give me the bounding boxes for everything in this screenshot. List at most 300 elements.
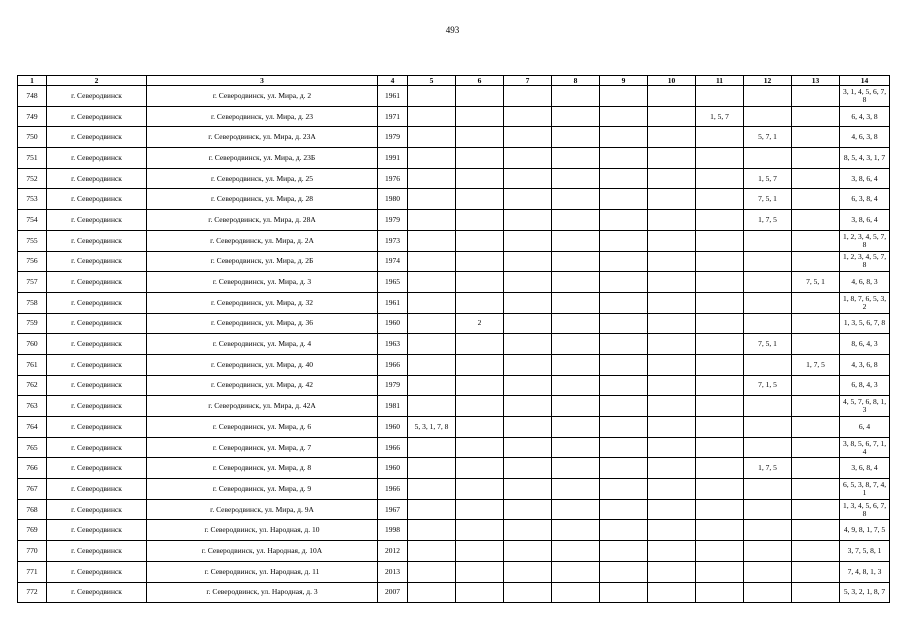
table-cell: г. Северодвинск: [47, 251, 147, 272]
table-cell: [552, 396, 600, 417]
table-cell: [792, 561, 840, 582]
table-cell: [600, 168, 648, 189]
table-cell: г. Северодвинск, ул. Мира, д. 7: [147, 437, 378, 458]
table-cell: [504, 106, 552, 127]
table-cell: [552, 582, 600, 603]
table-cell: [456, 272, 504, 293]
table-cell: 1974: [378, 251, 408, 272]
table-cell: [792, 541, 840, 562]
table-cell: 2012: [378, 541, 408, 562]
table-cell: [456, 106, 504, 127]
table-cell: [408, 189, 456, 210]
table-row: [18, 251, 890, 272]
table-cell: [552, 458, 600, 479]
table-cell: г. Северодвинск, ул. Народная, д. 3: [147, 582, 378, 603]
table-cell: [504, 168, 552, 189]
table-cell: [552, 499, 600, 520]
table-cell: г. Северодвинск: [47, 106, 147, 127]
table-cell: 5, 3, 2, 1, 8, 7: [840, 582, 890, 603]
table-cell: 770: [18, 541, 47, 562]
table-row: [18, 86, 890, 107]
table-cell: [696, 189, 744, 210]
table-cell: [792, 375, 840, 396]
table-cell: [792, 499, 840, 520]
table-cell: 759: [18, 313, 47, 334]
table-cell: [504, 292, 552, 313]
table-cell: г. Северодвинск, ул. Мира, д. 2А: [147, 230, 378, 251]
table-cell: 1960: [378, 458, 408, 479]
table-cell: г. Северодвинск: [47, 458, 147, 479]
table-cell: г. Северодвинск, ул. Мира, д. 28: [147, 189, 378, 210]
table-row: [18, 375, 890, 396]
table-cell: 3, 8, 6, 4: [840, 168, 890, 189]
table-cell: [792, 189, 840, 210]
table-cell: г. Северодвинск, ул. Мира, д. 8: [147, 458, 378, 479]
table-cell: [600, 354, 648, 375]
table-cell: 1, 3, 5, 6, 7, 8: [840, 313, 890, 334]
table-cell: [792, 313, 840, 334]
table-cell: г. Северодвинск: [47, 127, 147, 148]
table-cell: [648, 396, 696, 417]
table-cell: 2013: [378, 561, 408, 582]
table-cell: [648, 127, 696, 148]
table-cell: г. Северодвинск, ул. Мира, д. 32: [147, 292, 378, 313]
table-cell: [744, 417, 792, 438]
table-cell: 1980: [378, 189, 408, 210]
table-cell: [456, 520, 504, 541]
column-header: 8: [552, 76, 600, 86]
table-cell: 6, 4, 3, 8: [840, 106, 890, 127]
table-cell: [504, 354, 552, 375]
table-cell: [552, 210, 600, 231]
column-header: 9: [600, 76, 648, 86]
table-row: [18, 437, 890, 458]
table-cell: [504, 541, 552, 562]
table-cell: г. Северодвинск, ул. Мира, д. 40: [147, 354, 378, 375]
column-header: 2: [47, 76, 147, 86]
column-header: 3: [147, 76, 378, 86]
table-cell: [456, 375, 504, 396]
table-cell: [696, 168, 744, 189]
table-cell: 754: [18, 210, 47, 231]
table-row: [18, 541, 890, 562]
table-cell: 4, 6, 8, 3: [840, 272, 890, 293]
table-cell: [600, 417, 648, 438]
table-cell: 1, 5, 7: [744, 168, 792, 189]
table-cell: [408, 106, 456, 127]
table-cell: [696, 582, 744, 603]
table-row: [18, 479, 890, 500]
table-cell: 3, 1, 4, 5, 6, 7, 8: [840, 86, 890, 107]
table-cell: 1, 5, 7: [696, 106, 744, 127]
table-cell: [456, 251, 504, 272]
table-cell: [696, 354, 744, 375]
table-cell: 1, 7, 5: [744, 210, 792, 231]
table-cell: [600, 541, 648, 562]
table-cell: г. Северодвинск, ул. Мира, д. 9А: [147, 499, 378, 520]
table-cell: [744, 520, 792, 541]
table-cell: [792, 230, 840, 251]
table-cell: [648, 251, 696, 272]
table-cell: [648, 354, 696, 375]
table-cell: [648, 106, 696, 127]
table-cell: [792, 458, 840, 479]
table-cell: [600, 106, 648, 127]
table-cell: [456, 458, 504, 479]
table-cell: [552, 272, 600, 293]
table-cell: [600, 210, 648, 231]
table-cell: г. Северодвинск: [47, 375, 147, 396]
table-cell: 756: [18, 251, 47, 272]
table-cell: [408, 168, 456, 189]
table-cell: [504, 437, 552, 458]
table-cell: [552, 334, 600, 355]
table-cell: г. Северодвинск: [47, 292, 147, 313]
table-cell: [696, 230, 744, 251]
table-cell: [792, 106, 840, 127]
column-header: 4: [378, 76, 408, 86]
table-cell: г. Северодвинск, ул. Мира, д. 2Б: [147, 251, 378, 272]
table-cell: 7, 1, 5: [744, 375, 792, 396]
table-cell: [600, 561, 648, 582]
table-cell: 1961: [378, 86, 408, 107]
table-cell: [552, 292, 600, 313]
table-cell: 1998: [378, 520, 408, 541]
table-cell: 6, 8, 4, 3: [840, 375, 890, 396]
table-cell: 2: [456, 313, 504, 334]
table-cell: 757: [18, 272, 47, 293]
table-row: [18, 292, 890, 313]
table-cell: 1973: [378, 230, 408, 251]
table-cell: [648, 86, 696, 107]
table-cell: [792, 417, 840, 438]
table-cell: [600, 148, 648, 169]
table-cell: 1966: [378, 479, 408, 500]
table-cell: [648, 541, 696, 562]
table-cell: [744, 230, 792, 251]
table-cell: 767: [18, 479, 47, 500]
table-cell: 3, 7, 5, 8, 1: [840, 541, 890, 562]
table-cell: [600, 251, 648, 272]
table-cell: [552, 354, 600, 375]
table-cell: [648, 292, 696, 313]
table-cell: [408, 148, 456, 169]
table-cell: 1, 2, 3, 4, 5, 7, 8: [840, 251, 890, 272]
table-cell: [552, 417, 600, 438]
table-cell: [408, 582, 456, 603]
table-cell: [600, 292, 648, 313]
table-row: [18, 168, 890, 189]
table-cell: 1, 7, 5: [792, 354, 840, 375]
table-cell: [648, 148, 696, 169]
table-cell: [504, 272, 552, 293]
table-cell: г. Северодвинск: [47, 334, 147, 355]
table-cell: г. Северодвинск: [47, 437, 147, 458]
table-cell: [552, 189, 600, 210]
table-cell: г. Северодвинск: [47, 189, 147, 210]
table-cell: [648, 375, 696, 396]
table-cell: [696, 375, 744, 396]
table-cell: [456, 230, 504, 251]
table-cell: [504, 334, 552, 355]
table-cell: [600, 334, 648, 355]
table-row: [18, 210, 890, 231]
table-cell: 4, 9, 8, 1, 7, 5: [840, 520, 890, 541]
table-cell: [408, 272, 456, 293]
table-cell: [648, 479, 696, 500]
table-cell: 771: [18, 561, 47, 582]
table-cell: 764: [18, 417, 47, 438]
table-cell: 772: [18, 582, 47, 603]
table-cell: г. Северодвинск: [47, 417, 147, 438]
table-cell: [504, 210, 552, 231]
table-cell: [408, 334, 456, 355]
table-cell: г. Северодвинск: [47, 230, 147, 251]
table-cell: 1966: [378, 354, 408, 375]
table-cell: г. Северодвинск: [47, 396, 147, 417]
table-cell: [504, 313, 552, 334]
table-cell: [456, 189, 504, 210]
table-row: [18, 230, 890, 251]
table-cell: [408, 561, 456, 582]
table-cell: [744, 437, 792, 458]
table-cell: 1961: [378, 292, 408, 313]
table-cell: [792, 127, 840, 148]
table-cell: [600, 458, 648, 479]
table-cell: [504, 396, 552, 417]
table-cell: 1971: [378, 106, 408, 127]
table-cell: г. Северодвинск, ул. Народная, д. 10: [147, 520, 378, 541]
table-cell: [408, 458, 456, 479]
table-cell: 766: [18, 458, 47, 479]
table-cell: [600, 313, 648, 334]
table-cell: 4, 5, 7, 6, 8, 1, 3: [840, 396, 890, 417]
table-cell: [456, 334, 504, 355]
header-row: [18, 76, 890, 86]
table-cell: [648, 417, 696, 438]
table-cell: 3, 8, 5, 6, 7, 1, 4: [840, 437, 890, 458]
table-row: [18, 458, 890, 479]
table-cell: [600, 189, 648, 210]
table-cell: 3, 6, 8, 4: [840, 458, 890, 479]
table-cell: [504, 148, 552, 169]
table-cell: 7, 4, 8, 1, 3: [840, 561, 890, 582]
table-cell: [408, 541, 456, 562]
table-cell: [744, 86, 792, 107]
table-cell: 760: [18, 334, 47, 355]
table-cell: [744, 561, 792, 582]
table-cell: [408, 86, 456, 107]
table-row: [18, 189, 890, 210]
table-cell: [552, 230, 600, 251]
table-cell: [792, 292, 840, 313]
table-cell: [552, 541, 600, 562]
table-cell: [696, 437, 744, 458]
table-cell: [744, 106, 792, 127]
table-cell: 4, 6, 3, 8: [840, 127, 890, 148]
table-cell: [504, 86, 552, 107]
table-cell: г. Северодвинск, ул. Мира, д. 6: [147, 417, 378, 438]
table-cell: [408, 499, 456, 520]
table-cell: г. Северодвинск, ул. Народная, д. 10А: [147, 541, 378, 562]
table-cell: [456, 86, 504, 107]
table-cell: [696, 210, 744, 231]
table-cell: [792, 168, 840, 189]
table-cell: [648, 437, 696, 458]
table-cell: [552, 148, 600, 169]
table-cell: г. Северодвинск: [47, 148, 147, 169]
table-cell: [600, 499, 648, 520]
column-header: 11: [696, 76, 744, 86]
table-cell: [696, 148, 744, 169]
table-row: [18, 499, 890, 520]
table-cell: г. Северодвинск, ул. Мира, д. 23: [147, 106, 378, 127]
table-cell: [744, 541, 792, 562]
table-cell: г. Северодвинск, ул. Мира, д. 42: [147, 375, 378, 396]
table-cell: г. Северодвинск: [47, 272, 147, 293]
table-cell: [456, 210, 504, 231]
table-cell: [744, 272, 792, 293]
table-cell: [744, 499, 792, 520]
table-cell: [648, 189, 696, 210]
table-cell: г. Северодвинск: [47, 86, 147, 107]
table-body: [18, 86, 890, 603]
table-cell: [696, 541, 744, 562]
table-cell: [504, 479, 552, 500]
table-cell: г. Северодвинск, ул. Мира, д. 25: [147, 168, 378, 189]
table-cell: 750: [18, 127, 47, 148]
table-cell: [456, 582, 504, 603]
table-cell: [456, 417, 504, 438]
table-cell: [696, 561, 744, 582]
table-cell: г. Северодвинск: [47, 541, 147, 562]
table-cell: 768: [18, 499, 47, 520]
column-header: 1: [18, 76, 47, 86]
table-cell: [408, 210, 456, 231]
table-cell: [408, 251, 456, 272]
table-cell: [456, 354, 504, 375]
table-cell: [408, 479, 456, 500]
table-cell: [456, 127, 504, 148]
column-header: 10: [648, 76, 696, 86]
table-cell: 7, 5, 1: [792, 272, 840, 293]
table-cell: [504, 127, 552, 148]
table-cell: [696, 458, 744, 479]
table-cell: [456, 541, 504, 562]
column-header: 13: [792, 76, 840, 86]
table-cell: г. Северодвинск, ул. Народная, д. 11: [147, 561, 378, 582]
table-cell: 6, 5, 3, 8, 7, 4, 1: [840, 479, 890, 500]
table-cell: [600, 127, 648, 148]
table-cell: 5, 7, 1: [744, 127, 792, 148]
table-cell: [696, 86, 744, 107]
table-cell: г. Северодвинск, ул. Мира, д. 3: [147, 272, 378, 293]
column-header: 7: [504, 76, 552, 86]
table-cell: 1, 2, 3, 4, 5, 7, 8: [840, 230, 890, 251]
table-cell: [600, 437, 648, 458]
table-cell: [456, 499, 504, 520]
table-cell: [648, 582, 696, 603]
table-row: [18, 520, 890, 541]
table-cell: 748: [18, 86, 47, 107]
table-cell: 762: [18, 375, 47, 396]
housing-register-table: [17, 75, 890, 603]
table-cell: [792, 251, 840, 272]
table-row: [18, 582, 890, 603]
column-header: 14: [840, 76, 890, 86]
table-cell: [648, 313, 696, 334]
table-cell: [504, 561, 552, 582]
table-cell: [792, 520, 840, 541]
table-cell: г. Северодвинск, ул. Мира, д. 23А: [147, 127, 378, 148]
column-header: 5: [408, 76, 456, 86]
table-cell: г. Северодвинск, ул. Мира, д. 4: [147, 334, 378, 355]
table-cell: [552, 479, 600, 500]
table-cell: 1979: [378, 210, 408, 231]
table-cell: [600, 582, 648, 603]
table-cell: [504, 189, 552, 210]
table-cell: [696, 499, 744, 520]
table-cell: [504, 375, 552, 396]
table-cell: [792, 582, 840, 603]
table-cell: 763: [18, 396, 47, 417]
table-cell: 769: [18, 520, 47, 541]
table-cell: [408, 520, 456, 541]
table-cell: [408, 230, 456, 251]
table-cell: 1966: [378, 437, 408, 458]
table-cell: [744, 582, 792, 603]
table-cell: 1960: [378, 417, 408, 438]
table-cell: [696, 417, 744, 438]
table-cell: [552, 520, 600, 541]
table-cell: [456, 292, 504, 313]
table-cell: 755: [18, 230, 47, 251]
table-cell: 1963: [378, 334, 408, 355]
table-cell: [648, 499, 696, 520]
table-cell: [456, 148, 504, 169]
table-cell: [600, 230, 648, 251]
table-cell: 1967: [378, 499, 408, 520]
table-row: [18, 354, 890, 375]
table-cell: г. Северодвинск: [47, 313, 147, 334]
column-header: 12: [744, 76, 792, 86]
table-cell: [456, 479, 504, 500]
table-cell: 753: [18, 189, 47, 210]
table-cell: [744, 396, 792, 417]
table-cell: [648, 230, 696, 251]
table-cell: [792, 437, 840, 458]
table-cell: [792, 396, 840, 417]
table-row: [18, 106, 890, 127]
table-cell: г. Северодвинск: [47, 354, 147, 375]
table-cell: [744, 148, 792, 169]
table-cell: [552, 437, 600, 458]
table-cell: 1965: [378, 272, 408, 293]
table-row: [18, 396, 890, 417]
table-cell: [408, 396, 456, 417]
table-cell: 7, 5, 1: [744, 334, 792, 355]
table-cell: г. Северодвинск: [47, 520, 147, 541]
table-cell: [648, 168, 696, 189]
table-cell: [456, 396, 504, 417]
table-cell: г. Северодвинск: [47, 168, 147, 189]
table-cell: 6, 3, 8, 4: [840, 189, 890, 210]
table-cell: [504, 499, 552, 520]
table-cell: [792, 479, 840, 500]
table-cell: [696, 520, 744, 541]
table-cell: [696, 479, 744, 500]
table-cell: [504, 230, 552, 251]
